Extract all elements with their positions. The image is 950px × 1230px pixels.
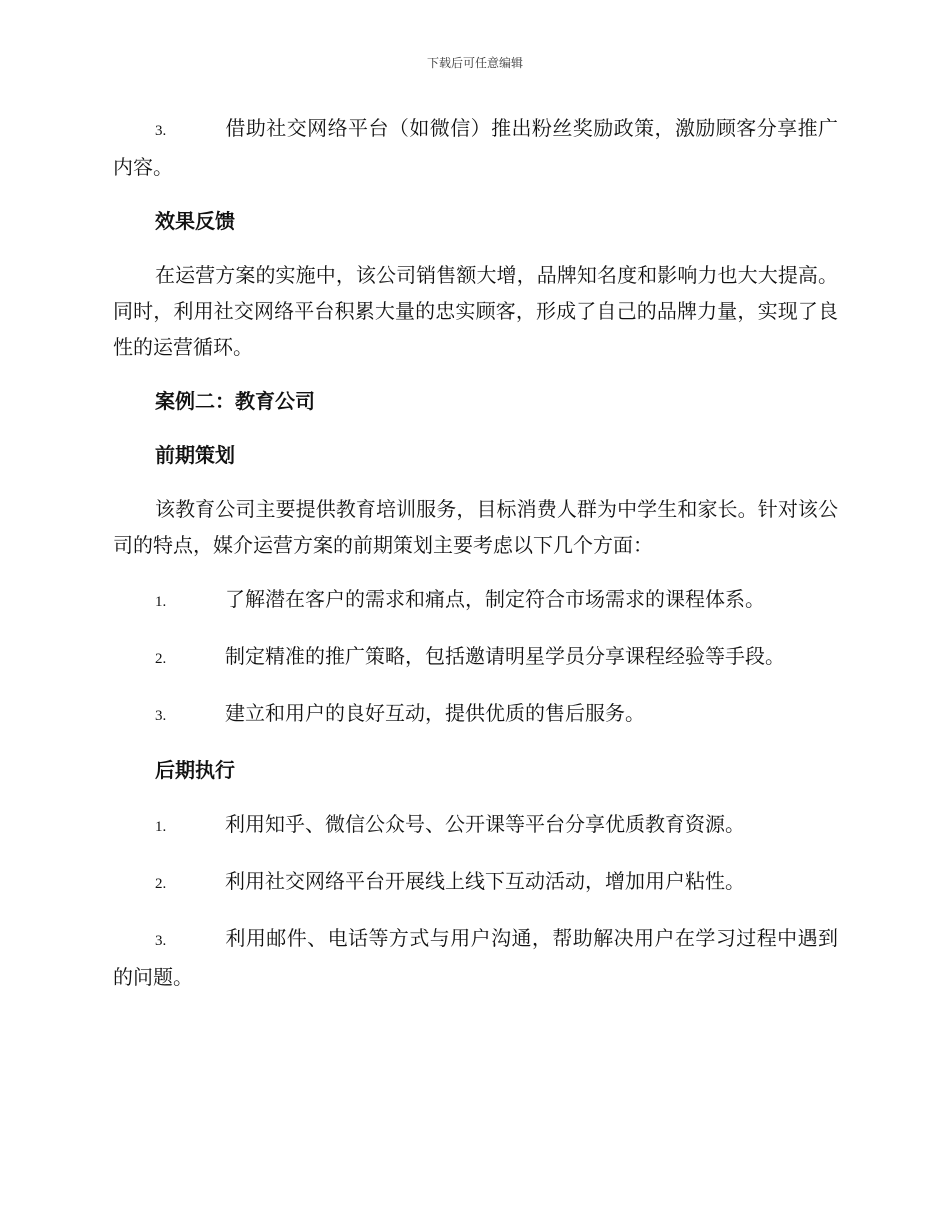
list-item	[113, 863, 838, 902]
list-item	[113, 920, 838, 995]
paragraph: 该教育公司主要提供教育培训服务，目标消费人群为中学生和家长。针对该公司的特点，媒介运营方案的前期策划主要考虑以下几个方面：	[113, 497, 838, 557]
list-number: 1.	[155, 594, 167, 610]
list-number: 1.	[155, 819, 167, 835]
list-text: 建立和用户的良好互动，提供优质的售后服务。	[225, 701, 645, 725]
document-body	[113, 110, 838, 1013]
list-number: 3.	[155, 933, 167, 949]
section-heading: 效果反馈	[155, 209, 235, 233]
section-heading: 后期执行	[155, 758, 235, 782]
list-number: 2.	[155, 651, 167, 667]
list-text: 借助社交网络平台（如微信）推出粉丝奖励政策，激励顾客分享推广内容。	[113, 116, 838, 179]
list-item	[113, 110, 838, 185]
list-text: 制定精准的推广策略，包括邀请明星学员分享课程经验等手段。	[225, 644, 785, 668]
list-item	[113, 695, 838, 734]
list-text: 利用知乎、微信公众号、公开课等平台分享优质教育资源。	[225, 812, 745, 836]
list-item	[113, 581, 838, 620]
paragraph: 在运营方案的实施中，该公司销售额大增，品牌知名度和影响力也大大提高。同时，利用社交网络平台积累大量的忠实顾客，形成了自己的品牌力量，实现了良性的运营循环。	[113, 263, 838, 359]
section-heading: 前期策划	[155, 443, 235, 467]
list-item	[113, 638, 838, 677]
list-text: 了解潜在客户的需求和痛点，制定符合市场需求的课程体系。	[225, 587, 765, 611]
list-number: 3.	[155, 123, 167, 139]
list-number: 2.	[155, 876, 167, 892]
page-header: 下载后可任意编辑	[426, 56, 523, 70]
section-heading: 案例二：教育公司	[155, 389, 315, 413]
list-number: 3.	[155, 708, 167, 724]
list-text: 利用社交网络平台开展线上线下互动活动，增加用户粘性。	[225, 869, 745, 893]
list-text: 利用邮件、电话等方式与用户沟通，帮助解决用户在学习过程中遇到的问题。	[113, 926, 838, 989]
list-item	[113, 806, 838, 845]
